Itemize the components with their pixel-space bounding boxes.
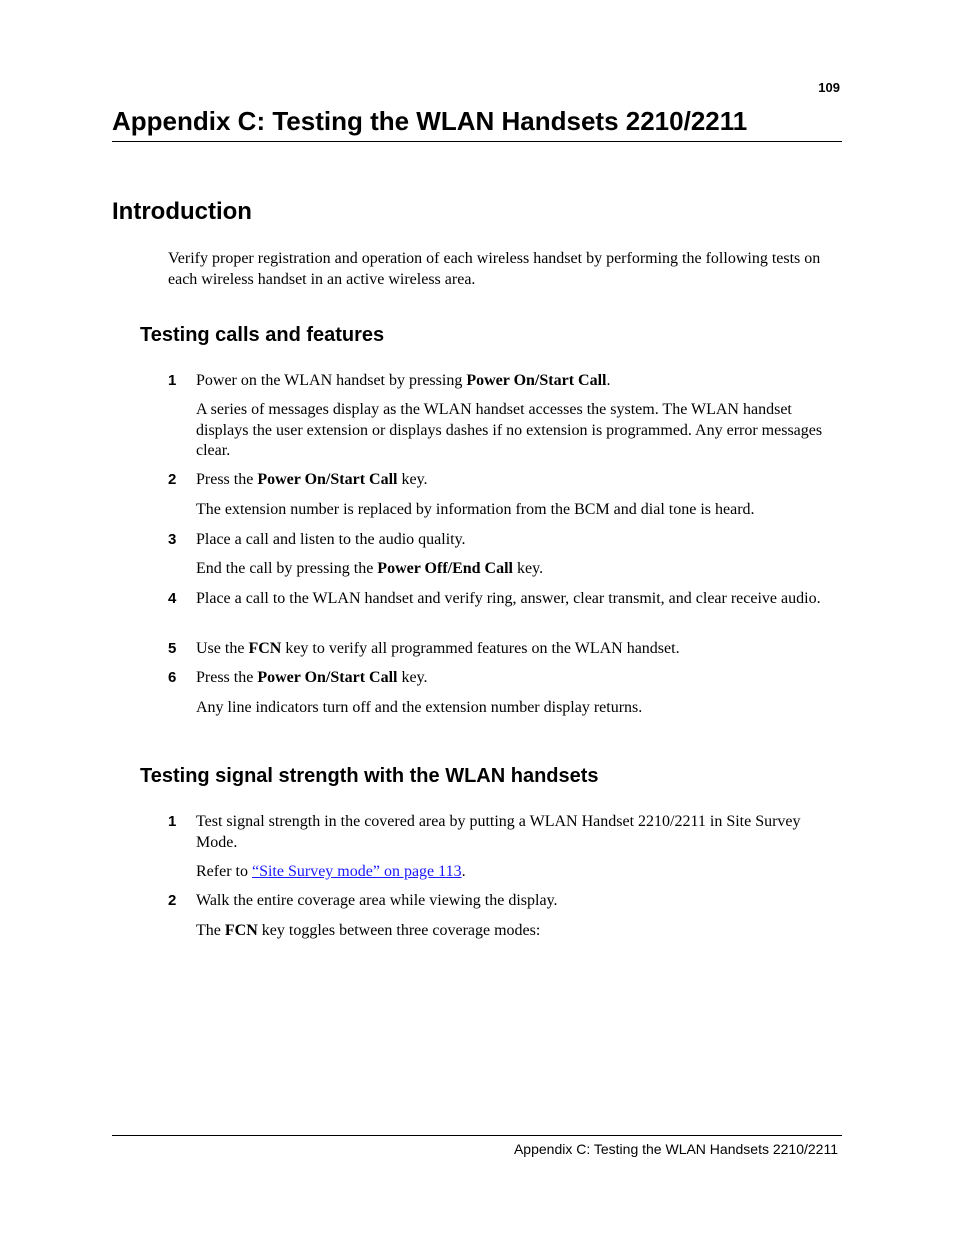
calls-step-6-note: Any line indicators turn off and the extension number display returns. bbox=[196, 699, 643, 716]
step-number: 6 bbox=[168, 669, 177, 686]
step-text: Place a call and listen to the audio quality. bbox=[196, 531, 466, 548]
calls-step-3-note: End the call by pressing the Power Off/End Call key. bbox=[196, 560, 544, 577]
step-text: Walk the entire coverage area while viewing the display. bbox=[196, 892, 558, 909]
signal-step-2 bbox=[168, 891, 842, 912]
step-text: Place a call to the WLAN handset and verify ring, answer, clear transmit, and clear receive audio. bbox=[196, 590, 821, 607]
step-text: Press the Power On/Start Call key. bbox=[196, 471, 428, 488]
step-number: 2 bbox=[168, 892, 177, 909]
step-text: Use the FCN key to verify all programmed features on the WLAN handset. bbox=[196, 640, 680, 657]
signal-step-1-note: Refer to “Site Survey mode” on page 113. bbox=[196, 863, 466, 880]
step-text: Test signal strength in the covered area by putting a WLAN Handset 2210/2211 in Site Survey Mode. bbox=[196, 813, 801, 851]
calls-step-3 bbox=[168, 530, 842, 551]
step-number: 2 bbox=[168, 471, 177, 488]
page-number: 109 bbox=[818, 80, 840, 95]
step-number: 5 bbox=[168, 640, 177, 657]
chapter-title: Appendix C: Testing the WLAN Handsets 2210/2211 bbox=[112, 104, 842, 142]
footer-text: Appendix C: Testing the WLAN Handsets 2210/2211 bbox=[513, 1141, 838, 1157]
site-survey-mode-link[interactable]: “Site Survey mode” on page 113 bbox=[251, 863, 462, 880]
calls-step-1 bbox=[168, 371, 842, 392]
step-number: 1 bbox=[168, 372, 177, 389]
step-text: Press the Power On/Start Call key. bbox=[196, 669, 428, 686]
calls-step-5 bbox=[168, 639, 842, 660]
signal-step-1 bbox=[168, 812, 842, 853]
calls-step-2-note: The extension number is replaced by information from the BCM and dial tone is heard. bbox=[196, 501, 755, 518]
step-number: 3 bbox=[168, 531, 177, 548]
calls-step-2 bbox=[168, 470, 842, 491]
calls-step-6 bbox=[168, 668, 842, 689]
calls-step-1-note: A series of messages display as the WLAN handset accesses the system. The WLAN handset displays the user extension or displays dashes if no extension is programmed. Any error messages clear. bbox=[196, 401, 823, 459]
testing-calls-heading: Testing calls and features bbox=[140, 324, 385, 346]
step-number: 1 bbox=[168, 813, 177, 830]
testing-signal-heading: Testing signal strength with the WLAN handsets bbox=[140, 765, 599, 787]
introduction-heading: Introduction bbox=[112, 198, 252, 225]
signal-step-2-note: The FCN key toggles between three coverage modes: bbox=[196, 922, 541, 939]
footer-divider bbox=[112, 1135, 842, 1136]
step-number: 4 bbox=[168, 590, 177, 607]
step-text: Power on the WLAN handset by pressing Power On/Start Call. bbox=[196, 372, 611, 389]
introduction-text: Verify proper registration and operation of each wireless handset by performing the following tests on each wireless handset in an active wireless area. bbox=[168, 250, 821, 288]
calls-step-4 bbox=[168, 589, 842, 610]
